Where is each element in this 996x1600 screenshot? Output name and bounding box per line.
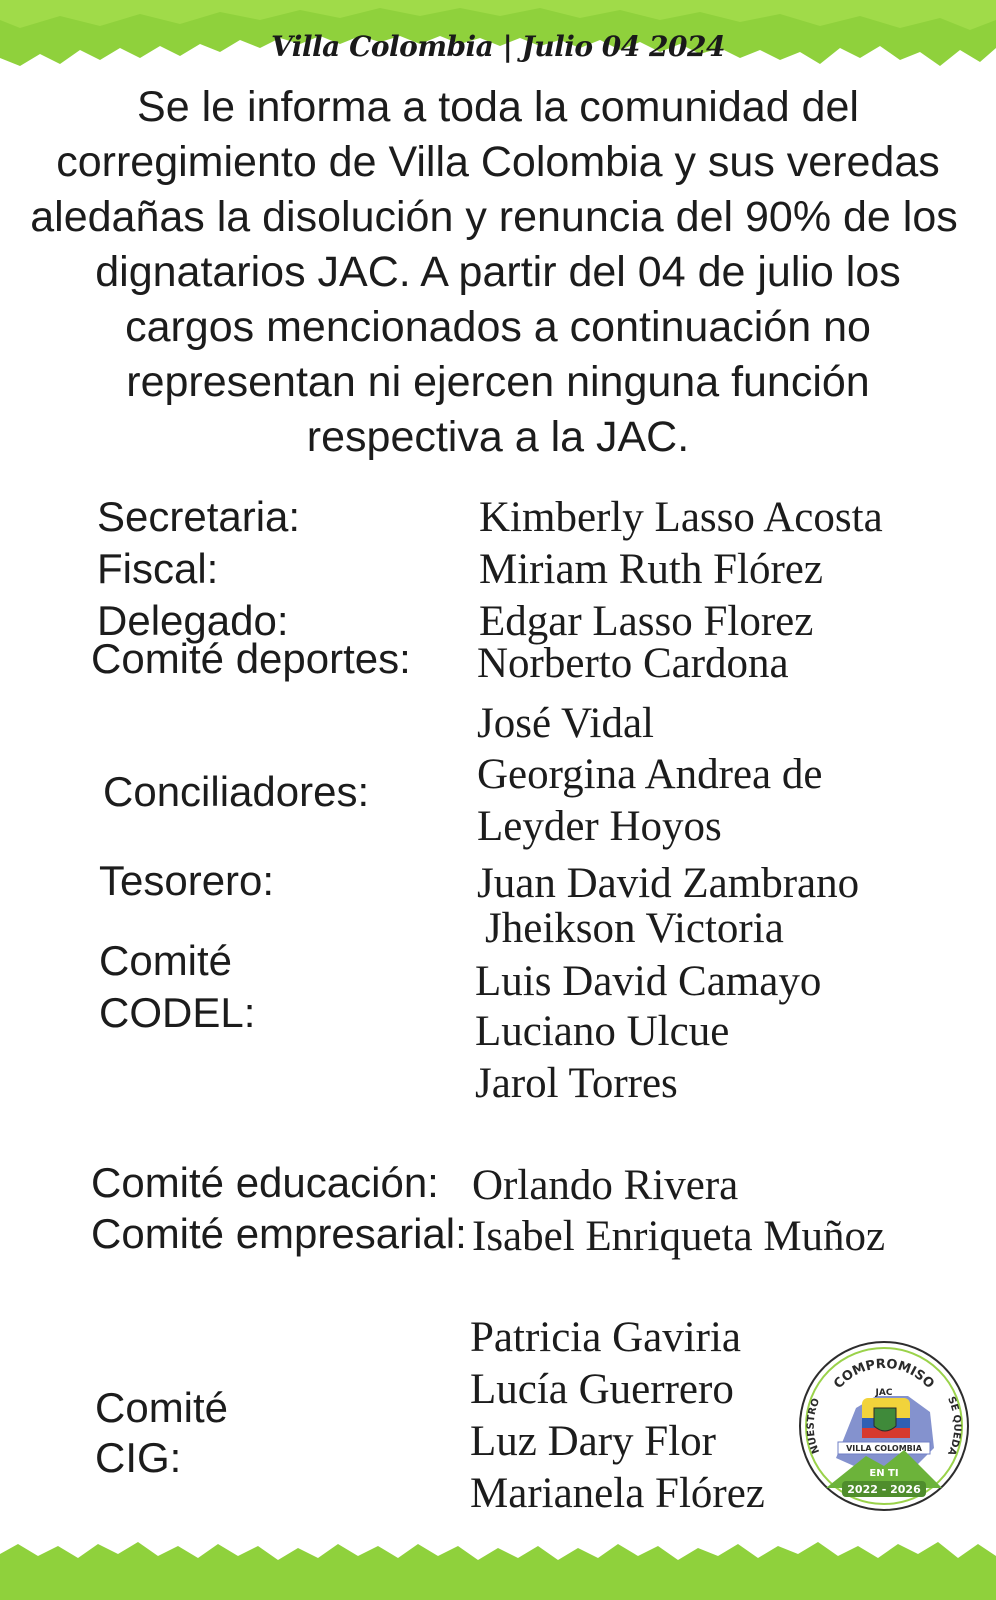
member-name: Luz Dary Flor [470,1418,716,1465]
member-name: Isabel Enriqueta Muñoz [472,1213,886,1260]
member-name: Georgina Andrea de [477,751,823,798]
role-label-comite-codel: CODEL: [99,989,256,1036]
intro-line: cargos mencionados a continuación no [125,303,871,351]
role-label-delegado: Delegado: [97,597,289,644]
member-name: Juan David Zambrano [477,860,860,907]
intro-line: aledañas la disolución y renuncia del 90% de los [30,193,958,241]
member-name: Patricia Gaviria [470,1314,742,1361]
member-name: Luciano Ulcue [475,1008,730,1055]
role-label-secretaria: Secretaria: [97,493,301,540]
bottom-green-frame [0,1538,996,1600]
role-label-comite-codel: Comité [99,937,233,984]
role-label-comite-deportes: Comité deportes: [91,635,411,682]
member-name: Orlando Rivera [472,1162,739,1209]
member-name: Kimberly Lasso Acosta [479,494,883,541]
role-label-conciliadores: Conciliadores: [103,768,370,815]
logo-top-text: COMPROMISO [831,1356,937,1392]
header-title: Villa Colombia | Julio 04 2024 [271,30,725,63]
logo-banner-text: EN TI [869,1468,899,1479]
member-name: Jarol Torres [475,1060,678,1107]
member-name: Miriam Ruth Flórez [479,546,823,593]
role-label-comite-educacion: Comité educación: [91,1159,439,1206]
logo-years-text: 2022 - 2026 [847,1483,921,1496]
logo-left-text: NUESTRO [805,1397,823,1456]
role-label-tesorero: Tesorero: [99,857,275,904]
logo-org-text: JAC [875,1388,893,1398]
role-label-comite-cig: Comité [95,1384,229,1431]
member-name: Lucía Guerrero [470,1366,734,1413]
member-name: Norberto Cardona [477,640,789,687]
jac-logo-seal [796,1338,972,1514]
role-label-comite-cig: CIG: [95,1434,182,1481]
intro-line: respectiva a la JAC. [306,413,690,461]
member-name: Luis David Camayo [475,958,822,1005]
role-label-fiscal: Fiscal: [97,545,219,592]
intro-line: representan ni ejercen ninguna función [126,358,870,406]
role-label-comite-empresarial: Comité empresarial: [91,1210,467,1257]
intro-line: corregimiento de Villa Colombia y sus veredas [56,138,940,186]
logo-right-text: SE QUEDA [945,1395,963,1457]
intro-line: dignatarios JAC. A partir del 04 de julio los [95,248,901,296]
intro-line: Se le informa a toda la comunidad del [137,83,859,131]
intro-paragraph [0,80,996,465]
member-name: Leyder Hoyos [477,803,722,850]
member-name: José Vidal [477,700,654,747]
logo-place-text: VILLA COLOMBIA [846,1444,922,1453]
member-name: Jheikson Victoria [485,905,784,952]
member-name: Edgar Lasso Florez [479,598,814,645]
member-name: Marianela Flórez [470,1470,765,1517]
